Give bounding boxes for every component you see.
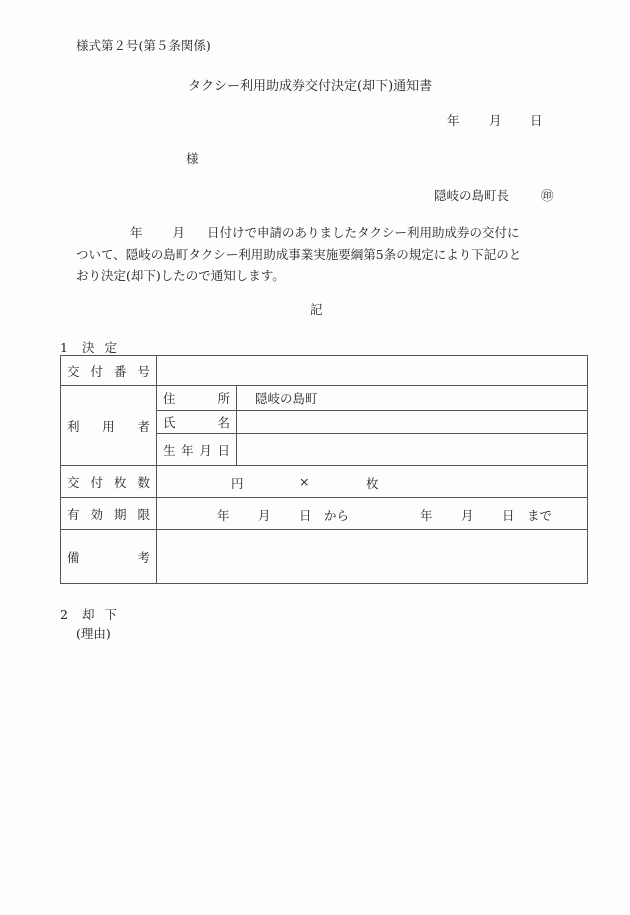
body-line-3: おり決定(却下)したので通知します。	[76, 268, 285, 283]
decision-table	[60, 355, 588, 584]
document-title: タクシー利用助成券交付決定(却下)通知書	[188, 79, 433, 94]
form-number: 様式第２号(第５条関係)	[76, 38, 211, 53]
label-validity: 有 効 期 限	[61, 498, 157, 530]
label-user: 利 用 者	[61, 386, 157, 466]
label-name: 氏 名	[157, 411, 237, 434]
label-birthdate: 生 年 月 日	[157, 434, 237, 466]
ki-heading: 記	[310, 302, 323, 317]
label-ticket-count: 交 付 枚 数	[61, 466, 157, 498]
row-remarks	[61, 530, 588, 584]
validity-field[interactable]: 年 月 日 から 年 月 日 まで	[157, 498, 588, 530]
birthdate-field[interactable]	[237, 434, 588, 466]
address-field[interactable]: 隠岐の島町	[237, 386, 588, 411]
date-month: 月	[489, 113, 502, 128]
date-day: 日	[530, 113, 543, 128]
reason-label: (理由)	[76, 626, 111, 641]
section-2-heading: 2 却 下	[60, 607, 117, 622]
row-issue-number	[61, 356, 588, 386]
seal-mark: ㊞	[541, 188, 554, 203]
notice-body	[76, 222, 556, 287]
row-validity	[61, 498, 588, 530]
body-line-1: 年 月 日付けで申請のありましたタクシー利用助成券の交付に	[130, 225, 520, 240]
body-line-2: ついて、隠岐の島町タクシー利用助成事業実施要綱第5条の規定により下記のと	[76, 246, 522, 262]
name-field[interactable]	[237, 411, 588, 434]
ticket-count-field[interactable]: 円 × 枚	[157, 466, 588, 498]
sender-name: 隠岐の島町長	[434, 188, 510, 203]
issue-number-field[interactable]	[157, 356, 588, 386]
label-address: 住 所	[157, 386, 237, 411]
section-1-heading: 1 決 定	[60, 340, 117, 355]
label-issue-number: 交 付 番 号	[61, 356, 157, 386]
remarks-field[interactable]	[157, 530, 588, 584]
row-ticket-count	[61, 466, 588, 498]
date-year: 年	[447, 113, 460, 128]
addressee-suffix: 様	[186, 151, 199, 166]
label-remarks: 備 考	[61, 530, 157, 584]
